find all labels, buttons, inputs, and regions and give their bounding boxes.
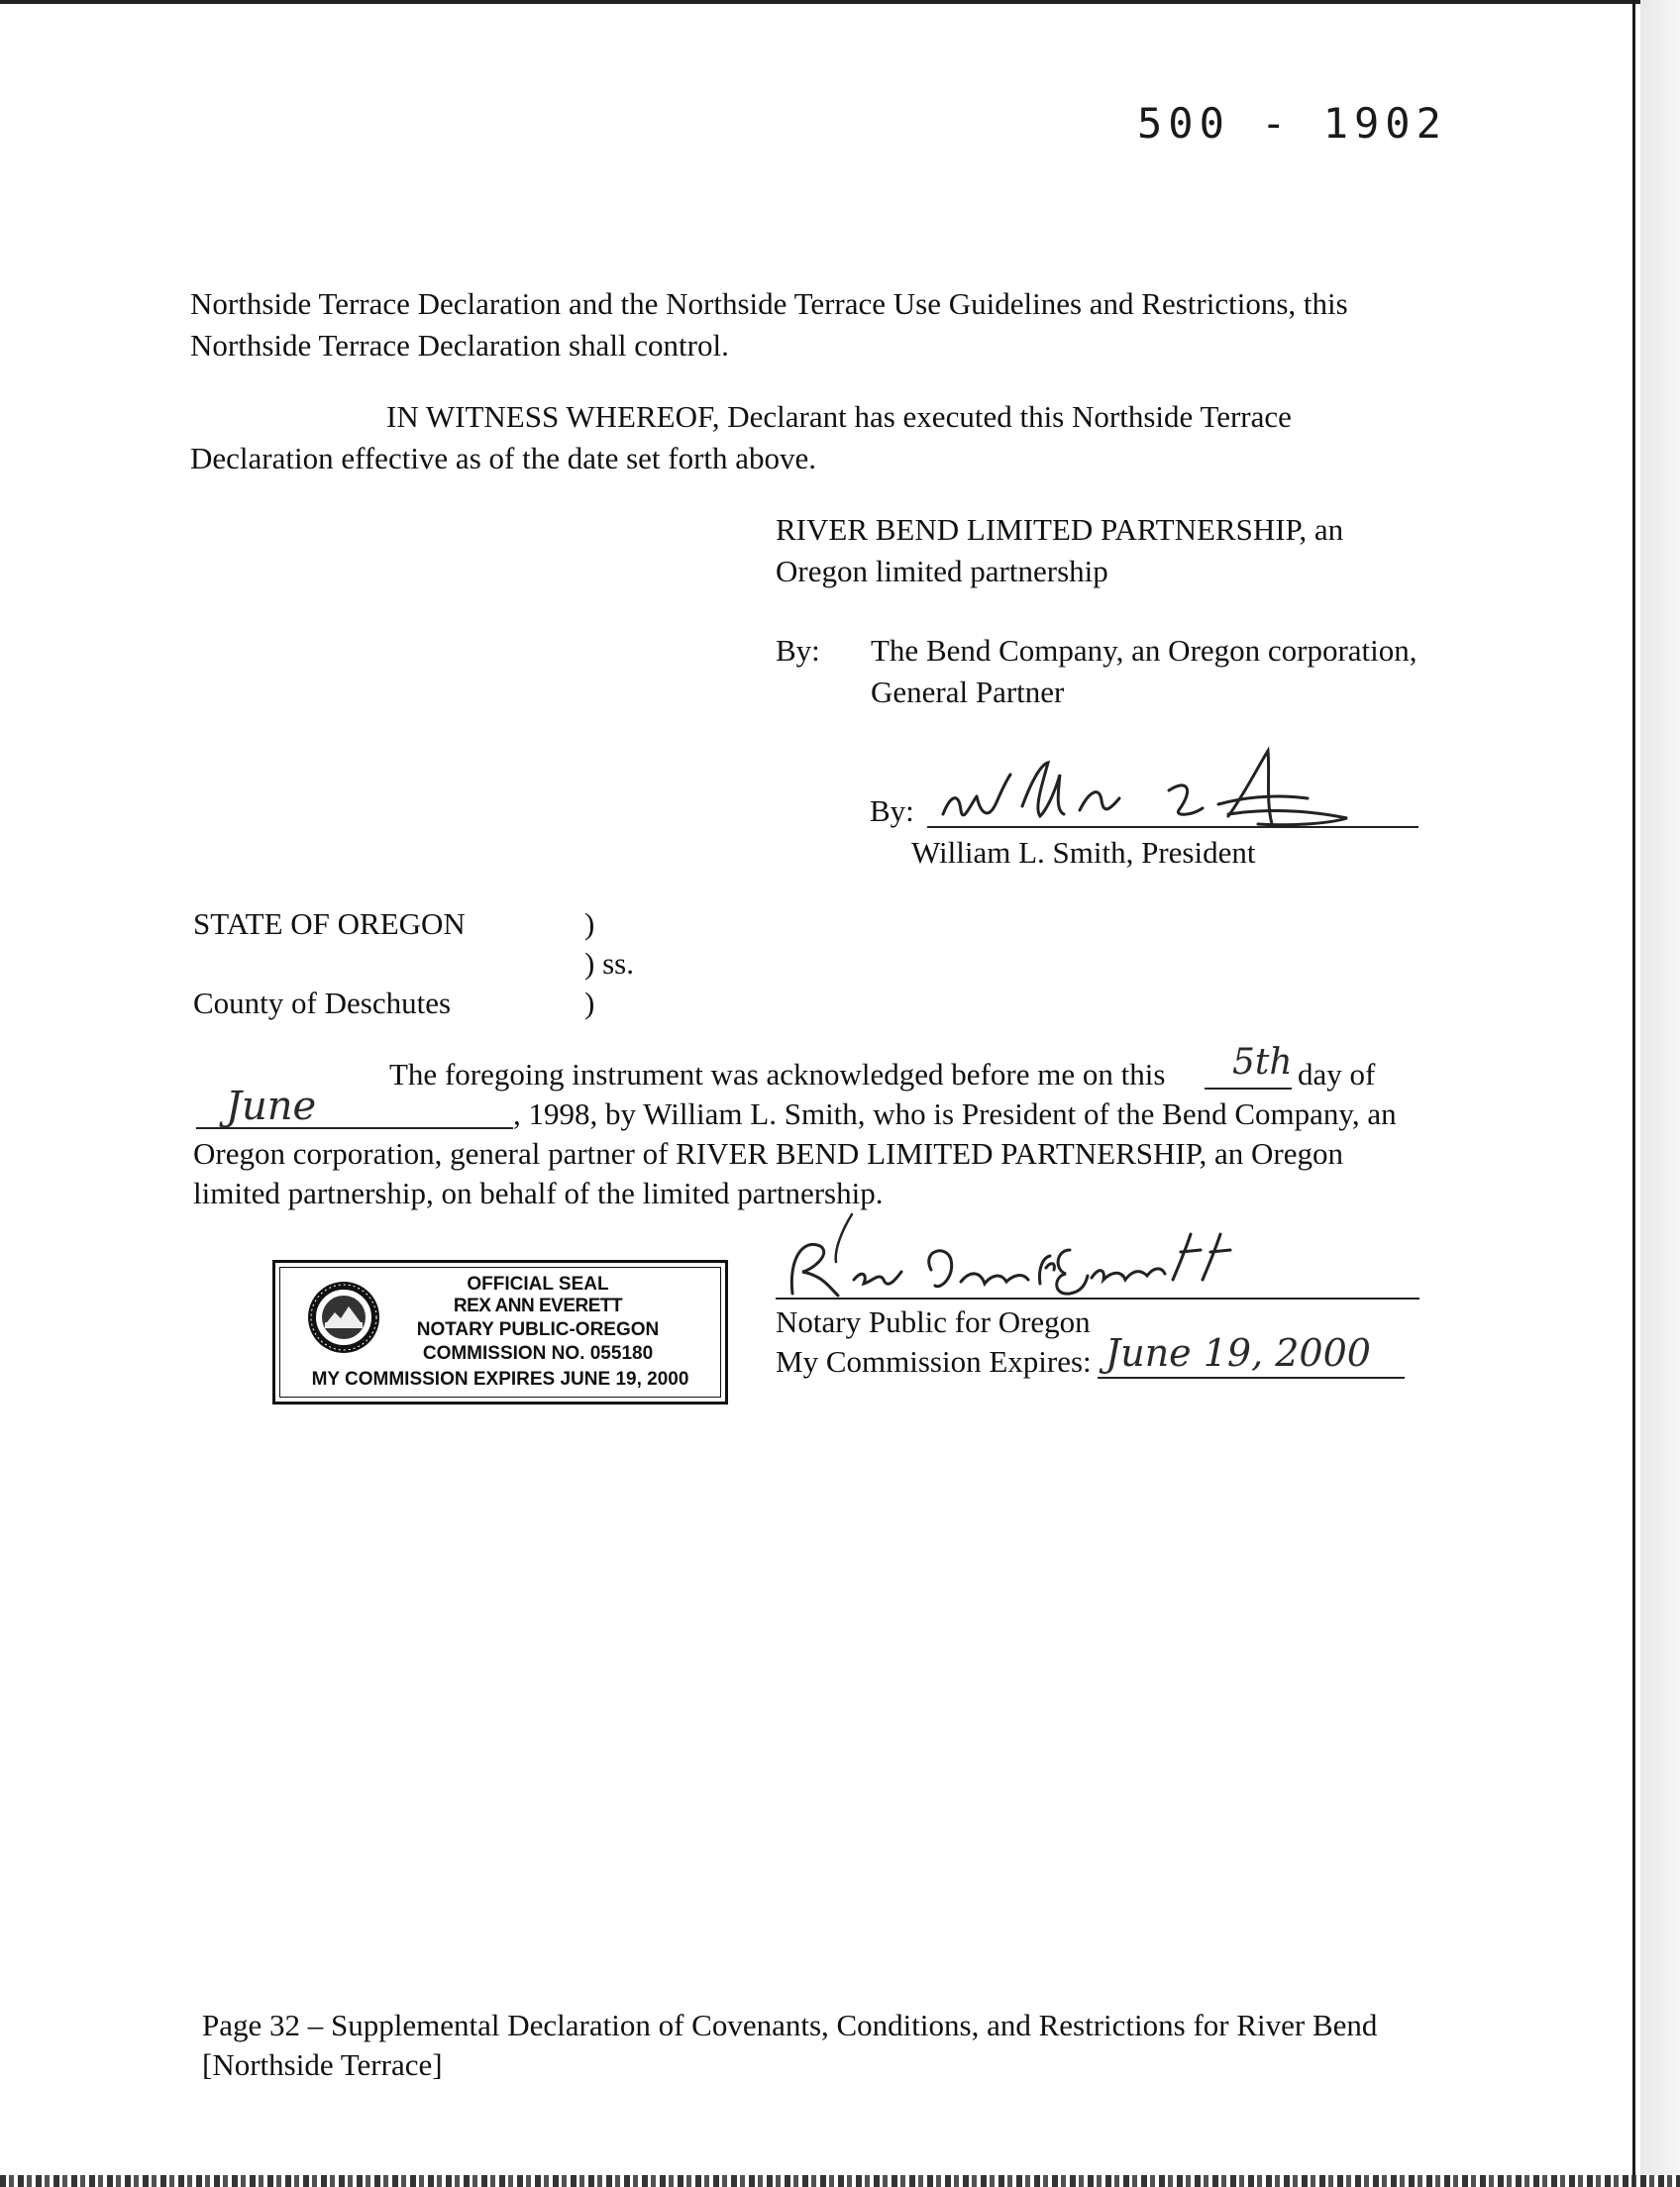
- commission-expires-handwritten: June 19, 2000: [1105, 1331, 1371, 1375]
- state-seal-emblem-icon: [305, 1279, 382, 1356]
- acknowledgment-line-4: limited partnership, on behalf of the limited partnership.: [193, 1176, 884, 1210]
- acknowledgment-line-1-start: The foregoing instrument was acknowledged before me on this: [389, 1057, 1166, 1092]
- seal-line-2: REX ANN EVERETT: [453, 1296, 623, 1316]
- scan-edge-top: [0, 0, 1680, 4]
- scan-margin-right: [1640, 0, 1680, 2187]
- notary-title: Notary Public for Oregon: [776, 1304, 1091, 1339]
- scan-edge-right: [1632, 0, 1635, 2187]
- venue-county: County of Deschutes: [193, 986, 452, 1020]
- president-signature-icon: [931, 745, 1407, 840]
- seal-line-4: COMMISSION NO. 055180: [422, 1343, 654, 1364]
- day-blank-line: [1205, 1088, 1292, 1090]
- acknowledgment-line-1-end: day of: [1298, 1057, 1376, 1092]
- signer-name: William L. Smith, President: [911, 835, 1256, 870]
- seal-line-5: MY COMMISSION EXPIRES JUNE 19, 2000: [311, 1369, 689, 1390]
- acknowledgment-line-2: , 1998, by William L. Smith, who is President of the Bend Company, an: [513, 1096, 1397, 1131]
- page-footer-line-2: [Northside Terrace]: [202, 2047, 443, 2082]
- document-number: 500 - 1902: [1137, 99, 1447, 148]
- month-handwritten: June: [226, 1084, 317, 1129]
- expiration-blank-line: [1098, 1377, 1405, 1379]
- general-partner-line-2: General Partner: [871, 675, 1065, 709]
- paragraph-1-line-1: Northside Terrace Declaration and the Northside Terrace Use Guidelines and Restrictions, this: [190, 286, 1348, 321]
- official-notary-seal: [272, 1260, 728, 1405]
- page-footer-line-1: Page 32 – Supplemental Declaration of Covenants, Conditions, and Restrictions for River Bend: [202, 2008, 1378, 2042]
- by-label: By:: [776, 633, 820, 668]
- acknowledgment-line-3: Oregon corporation, general partner of RIVER BEND LIMITED PARTNERSHIP, an Oregon: [193, 1136, 1343, 1171]
- seal-line-1: OFFICIAL SEAL: [467, 1274, 609, 1295]
- venue-paren-3: ): [584, 986, 595, 1020]
- witness-line-1: IN WITNESS WHEREOF, Declarant has executed this Northside Terrace: [386, 399, 1292, 434]
- general-partner-line-1: The Bend Company, an Oregon corporation,: [871, 633, 1418, 668]
- scan-edge-bottom: [0, 2175, 1680, 2187]
- venue-ss: ) ss.: [584, 946, 634, 981]
- venue-state: STATE OF OREGON: [193, 906, 466, 941]
- commission-expires-label: My Commission Expires:: [776, 1344, 1092, 1379]
- notary-signature-icon: [773, 1210, 1268, 1305]
- entity-name-line-2: Oregon limited partnership: [776, 554, 1108, 588]
- day-handwritten: 5th: [1232, 1042, 1293, 1083]
- seal-line-3: NOTARY PUBLIC-OREGON: [416, 1319, 660, 1340]
- witness-line-2: Declaration effective as of the date set forth above.: [190, 441, 817, 475]
- venue-paren-1: ): [584, 906, 595, 941]
- entity-name-line-1: RIVER BEND LIMITED PARTNERSHIP, an: [776, 512, 1344, 547]
- paragraph-1-line-2: Northside Terrace Declaration shall control.: [190, 328, 729, 363]
- by-label-2: By:: [870, 793, 914, 828]
